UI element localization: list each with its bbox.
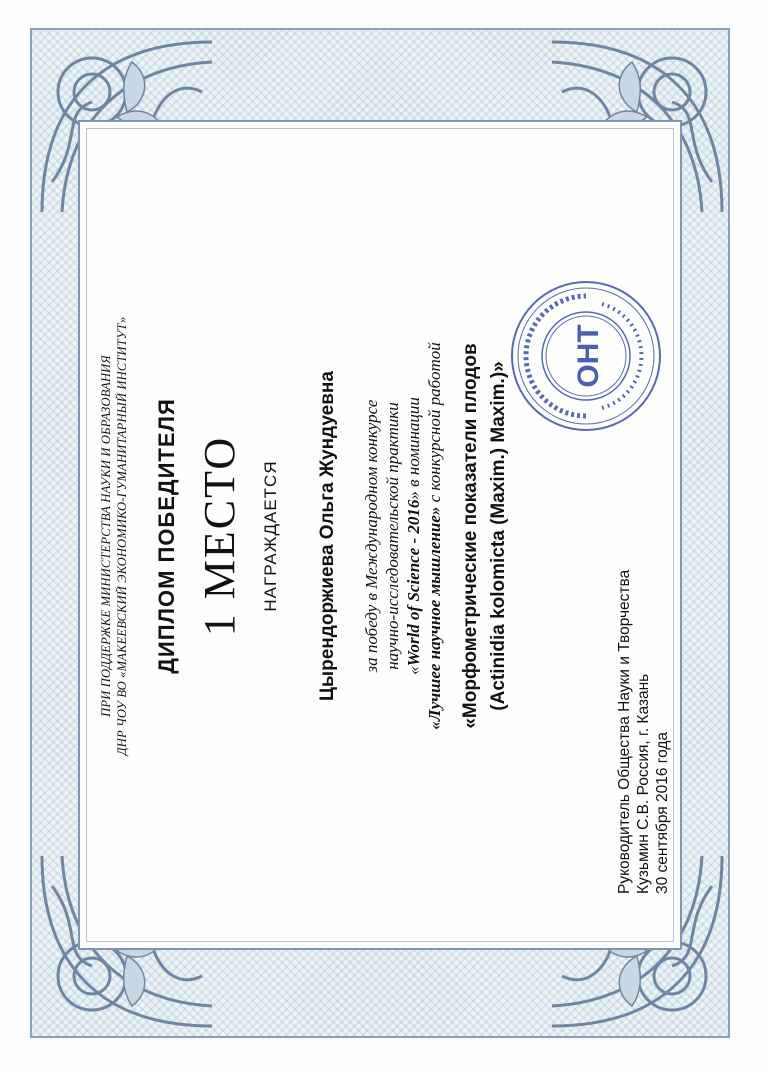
stamp-center-text: ОНТ [572,324,605,388]
diploma-title: ДИПЛОМ ПОБЕДИТЕЛЯ [154,398,179,674]
nomination-text: » в номинации [404,397,423,500]
description-line-2: научно-исследовательской практики [383,402,402,670]
work-title-line-1: «Морфометрические показатели плодов [460,343,481,729]
description-line-4 [424,126,445,946]
contest-name: World of Science - 2016 [404,499,423,667]
work-title [457,126,513,946]
work-title-line-2: (Actinidia kolomicta (Maxim.) Maxim.)» [488,361,509,711]
quote-open: « [404,666,423,675]
issue-date: 30 сентября 2016 года [654,731,671,894]
support-line-1: ПРИ ПОДДЕРЖКЕ МИНИСТЕРСТВА НАУКИ И ОБРАЗОВАНИЯ [99,355,113,717]
signature-block [615,570,672,894]
awarded-label: НАГРАЖДАЕТСЯ [261,460,280,612]
description-line-1: за победу в Международном конкурсе [362,399,381,673]
recipient-name: Цырендоржиева Ольга Жундуевна [317,371,338,701]
support-line-2: ДНР ЧОУ ВО «МАКЕЕВСКИЙ ЭКОНОМИКО-ГУМАНИТАРНЫЙ ИНСТИТУТ» [115,316,129,756]
nomination-name: «Лучшее научное мышление» [425,506,444,730]
place-heading: 1 МЕСТО [195,435,244,637]
work-intro: с конкурсной работой [425,342,444,507]
signatory-title: Руководитель Общества Науки и Творчества [616,569,633,894]
official-stamp-icon [506,276,666,436]
award-description [361,126,445,946]
description-line-3 [403,126,424,946]
support-statement [98,126,130,946]
diploma-content [94,126,674,946]
signatory-name-location: Кузьмин С.В. Россия, г. Казань [635,673,652,894]
